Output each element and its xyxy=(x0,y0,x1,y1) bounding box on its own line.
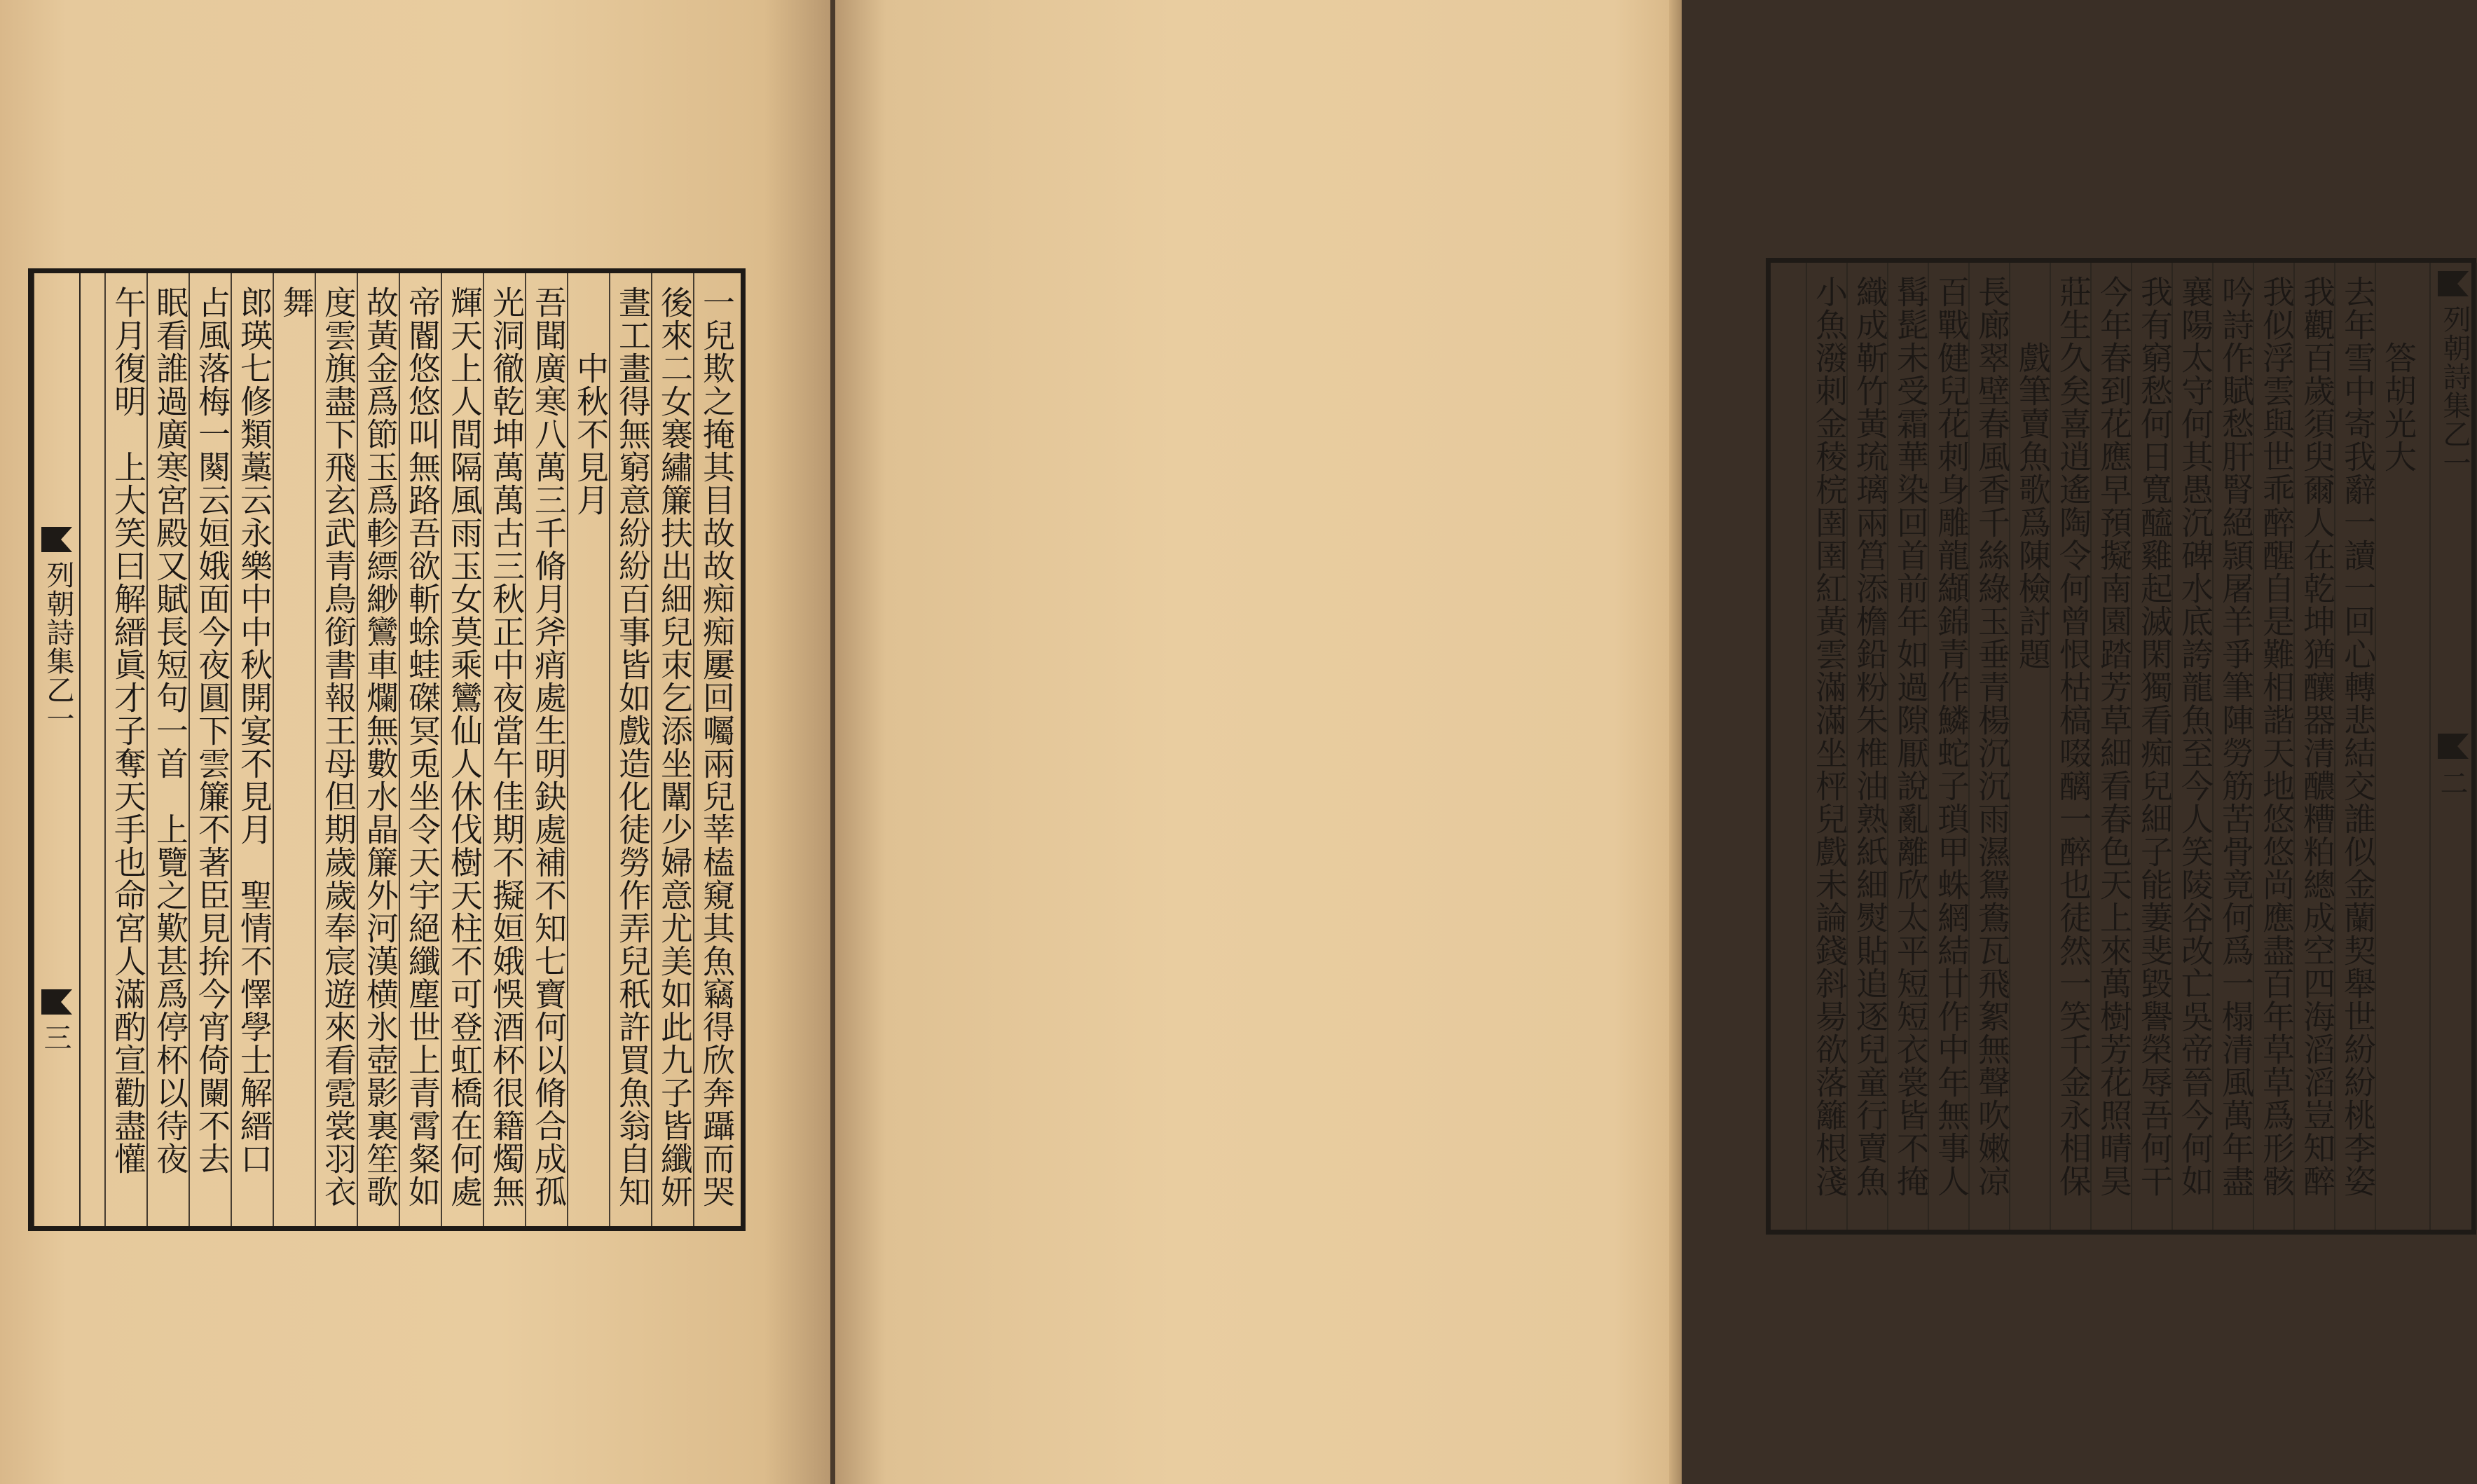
text-column: 眠看誰過廣寒宮殿又賦長短句一首 上覽之歎甚爲停杯以待夜 xyxy=(151,286,189,1175)
right-page xyxy=(835,0,2471,1484)
left-page-frame xyxy=(28,268,746,1231)
text-column: 襄陽太守何其愚沉碑水底誇龍魚至今人笑陵谷改亡吳帝晉今何如 xyxy=(2176,275,2214,1197)
left-margin-title: 列朝詩集乙一 xyxy=(42,561,74,733)
left-margin-band xyxy=(33,273,81,1226)
text-column: 郎瑛七修類藁云永樂中中秋開宴不見月 聖情不懌學士解縉口 xyxy=(235,286,273,1175)
text-column: 後來二女褰繡簾扶出細兒朿乞添坐闈少婦意尤美如此九子皆纖妍 xyxy=(656,286,694,1208)
left-page xyxy=(0,0,830,1484)
text-column: 我有窮愁何日寬醯雞起滅閑獨看痴兒細子能萋斐毀譽榮辱吾何干 xyxy=(2136,275,2174,1197)
text-column: 我觀百歲須臾爾人在乾坤猶釀器清醲糟粕總成空四海滔滔豈知醉 xyxy=(2298,275,2336,1197)
fish-tail-mark-icon xyxy=(2436,270,2470,298)
text-column: 午月復明 上大笑曰解縉眞才子奪天手也命宮人滿酌宣勸盡懽 xyxy=(109,286,147,1175)
column-rule xyxy=(1806,263,1807,1230)
fish-tail-mark-icon xyxy=(40,525,74,554)
text-column: 我似浮雲與世乖醉醒自是難相諧天地悠悠尚應盡百年草草爲形骸 xyxy=(2258,275,2296,1197)
text-column: 舞 xyxy=(277,286,315,319)
text-column: 輝天上人間隔風雨玉女莫乘鸞仙人休伐樹天柱不可登虹橋在何處 xyxy=(446,286,483,1208)
column-rule xyxy=(315,273,316,1226)
book-gutter xyxy=(830,0,835,1484)
right-margin-title: 列朝詩集乙一 xyxy=(2438,305,2471,477)
text-column: 戲筆賣魚歌爲陳檢討題 xyxy=(2014,275,2052,671)
left-page-number: 三 xyxy=(39,1023,71,1051)
text-column: 占風落梅一闋云姮娥面今夜圓下雲簾不著臣見拚今宵倚闌不去 xyxy=(193,286,231,1175)
text-column: 織成靳竹黃琉璃兩筥添檐鉛粉朱椎油熟紙細熨貼追逐兒童行賣魚 xyxy=(1851,275,1889,1197)
text-column: 晝工畫得無窮意紛紛百事皆如戲造化徒勞作弄兒秖許買魚翁自知 xyxy=(614,286,652,1208)
text-column: 今年春到花應早預擬南園踏芳草細看春色天上來萬樹芳花照晴昊 xyxy=(2095,275,2133,1197)
text-column: 答胡光大 xyxy=(2380,275,2417,473)
column-rule xyxy=(104,273,106,1226)
text-column: 吾聞廣寒八萬三千脩月斧痟處生明鈌處補不知七寶何以脩合成孤 xyxy=(530,286,568,1208)
fish-tail-mark-icon xyxy=(40,988,74,1016)
text-column: 長廊翠壁春風香千絲綠玉垂青楊沉沉雨濕鴛鴦瓦飛絮無聲吹嫩凉 xyxy=(1973,275,2011,1197)
text-column: 中秋不見月 xyxy=(572,286,610,516)
text-column: 髯髭未受霜華染回首前年如過隙厭說亂離欣太平短短衣裳皆不掩 xyxy=(1892,275,1930,1197)
text-column: 百戰健兒花刺身雕龍纈錦青作鱗蛇子瑣甲蛛網結廿作中年無事人 xyxy=(1933,275,1970,1197)
text-column: 故黃金爲節玉爲軫縹緲鸞車爛無數水晶簾外河漢横氷壺影裏笙歌 xyxy=(362,286,399,1208)
text-column: 一兒欺之掩其目故故痴痴屢回囑兩兒莘榼窺其魚竊得欣奔躡而哭 xyxy=(698,286,736,1208)
text-column: 帝閽悠悠叫無路吾欲斬蜍蛙磔冥兎坐令天宇絕纖塵世上青霄粲如 xyxy=(404,286,441,1208)
text-column: 小魚潑刺金稜梡圉圉紅黃雲滿滿坐枰兒戲未論錢斜昜欲落籬根淺 xyxy=(1811,275,1848,1197)
text-column: 莊生久矣喜逍遙陶令何曾恨枯槁啜醨一醉也徒然一笑千金永相保 xyxy=(2054,275,2092,1197)
text-column: 光洞徹乾坤萬萬古三秋正中夜當午佳期不擬姮娥悞酒杯很籍燭無 xyxy=(488,286,526,1208)
right-page-frame xyxy=(1766,258,2476,1235)
fish-tail-mark-icon xyxy=(2436,732,2470,760)
text-column: 度雲旗盡下飛玄武青鳥銜書報王母但期歲歲奉宸遊來看霓裳羽衣 xyxy=(320,286,357,1208)
text-column: 吟詩作賦愁肝腎絕頴屠羊爭筆陣勞筋苦骨竟何爲一榻清風萬年盡 xyxy=(2217,275,2255,1197)
page-edge xyxy=(1669,0,1682,1484)
text-column: 去年雪中寄我辭一讀一回心轉悲結交誰似金蘭契舉世紛紛桃李姿 xyxy=(2339,275,2377,1197)
right-margin-band xyxy=(2429,263,2477,1230)
right-page-number: 二 xyxy=(2436,769,2468,797)
